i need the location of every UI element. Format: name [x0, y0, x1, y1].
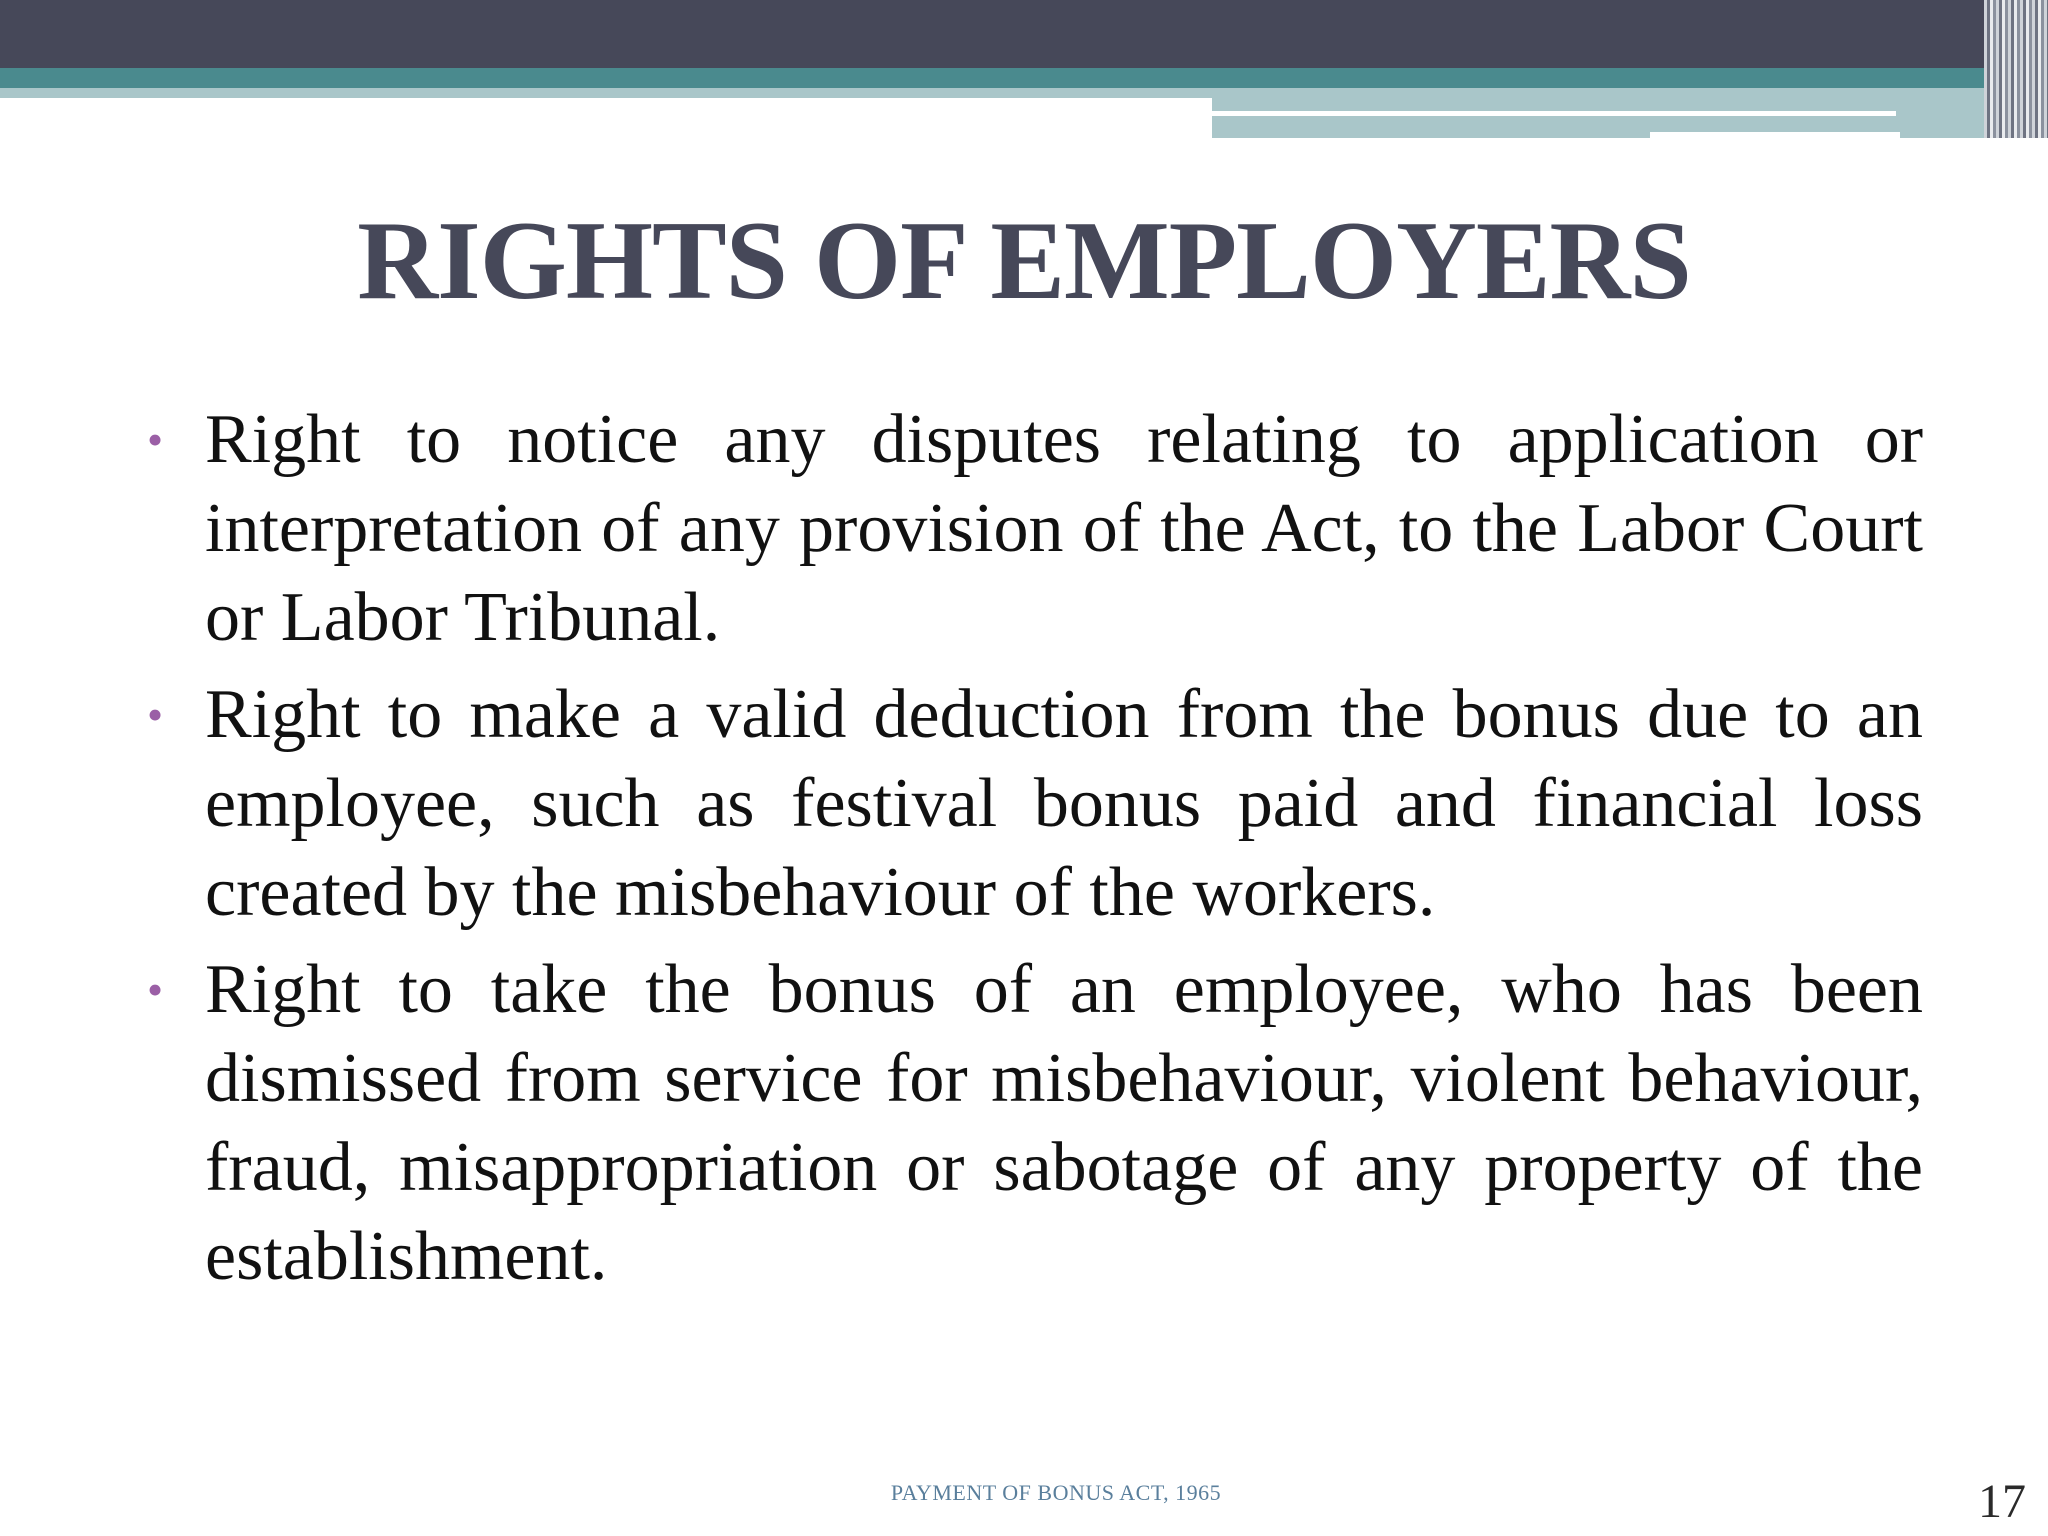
bullet-dot-icon: • [147, 689, 164, 740]
bullet-dot-icon: • [147, 414, 164, 465]
bullet-item [147, 395, 1923, 662]
bullet-text: Right to make a valid deduction from the bonus due to an employee, such as festival bonus paid and financial loss created by the misbehaviour of the workers. [205, 676, 1923, 931]
header-white-notch [1650, 132, 1900, 138]
bullet-item [147, 670, 1923, 937]
slide-title: RIGHTS OF EMPLOYERS [357, 199, 1691, 323]
bullet-item [147, 945, 1923, 1301]
bullet-list [147, 395, 1923, 1301]
header-band-teal [0, 68, 2048, 88]
bullet-text: Right to notice any disputes relating to application or interpretation of any provision of the Act, to the Labor Court or Labor Tribunal. [205, 401, 1923, 656]
page-number: 17 [1978, 1475, 2026, 1528]
header-stripes [1984, 0, 2048, 138]
footer-text: PAYMENT OF BONUS ACT, 1965 [890, 1480, 1222, 1505]
header-white-line [1212, 111, 1896, 116]
bullet-dot-icon: • [147, 964, 164, 1015]
header-band-dark [0, 0, 2048, 68]
header-band-light-left [0, 88, 1212, 98]
bullet-text: Right to take the bonus of an employee, who has been dismissed from service for misbehaviour, violent behaviour, fraud, misappropriation or sabotage of any property of the establishment. [205, 951, 1923, 1295]
